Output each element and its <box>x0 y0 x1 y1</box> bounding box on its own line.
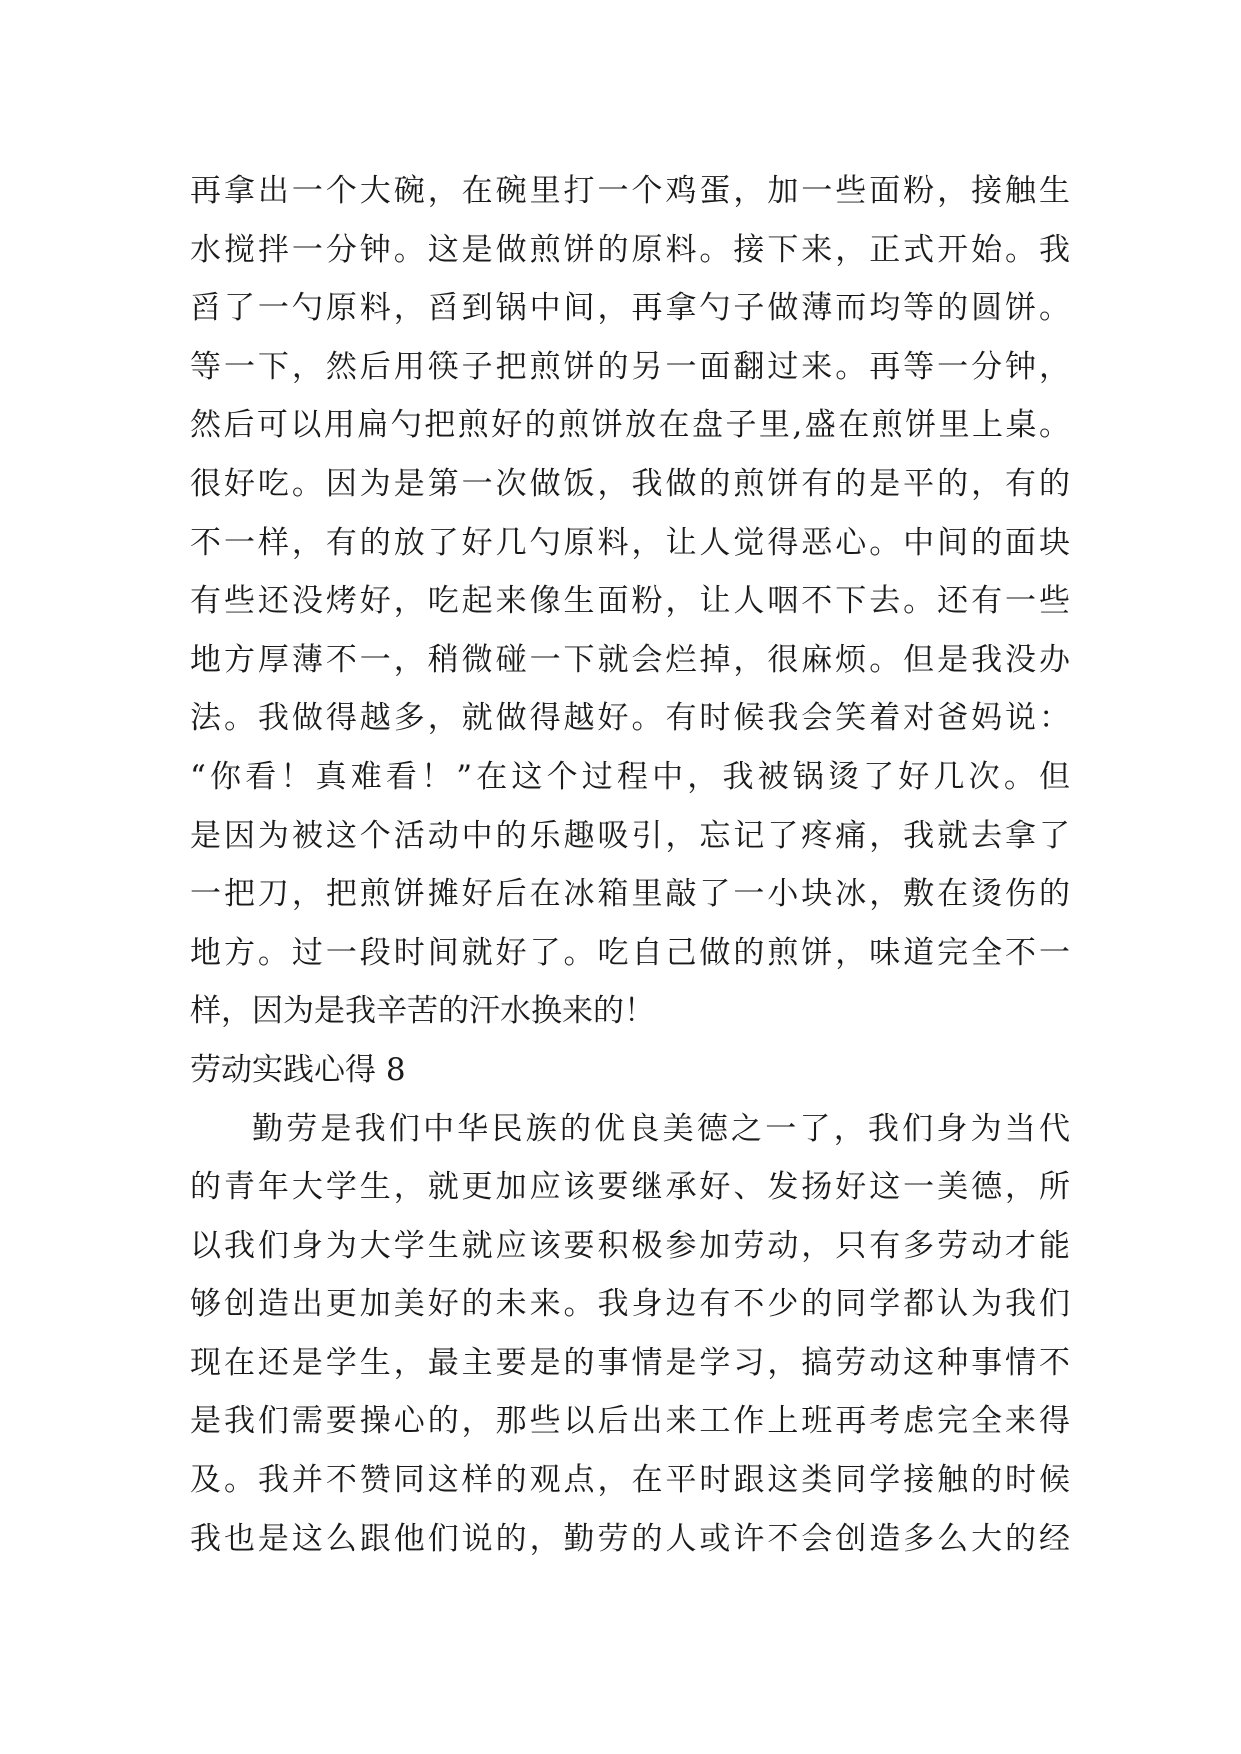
document-body <box>190 162 1070 1568</box>
text-line: 然后可以用扁勺把煎好的煎饼放在盘子里,盛在煎饼里上桌。 <box>190 407 1070 444</box>
text-line: 我也是这么跟他们说的，勤劳的人或许不会创造多么大的经 <box>190 1520 1070 1557</box>
text-line: 舀了一勺原料，舀到锅中间，再拿勺子做薄而均等的圆饼。 <box>190 290 1070 327</box>
text-line: 地方。过一段时间就好了。吃自己做的煎饼，味道完全不一 <box>190 934 1070 971</box>
text-line: 再拿出一个大碗，在碗里打一个鸡蛋，加一些面粉，接触生 <box>190 173 1070 209</box>
section-heading: 劳动实践心得 8 <box>190 1051 406 1088</box>
text-line: 水搅拌一分钟。这是做煎饼的原料。接下来，正式开始。我 <box>190 231 1070 268</box>
text-line: 有些还没烤好，吃起来像生面粉，让人咽不下去。还有一些 <box>190 583 1070 620</box>
paragraph-1 <box>190 162 1070 1041</box>
text-line: 及。我并不赞同这样的观点，在平时跟这类同学接触的时候 <box>190 1462 1070 1499</box>
text-line: 样，因为是我辛苦的汗水换来的！ <box>190 993 655 1030</box>
text-line: 等一下，然后用筷子把煎饼的另一面翻过来。再等一分钟， <box>190 348 1070 385</box>
text-line: 很好吃。因为是第一次做饭，我做的煎饼有的是平的，有的 <box>190 465 1070 502</box>
text-line: 是因为被这个活动中的乐趣吸引，忘记了疼痛，我就去拿了 <box>190 817 1070 854</box>
text-line: 够创造出更加美好的未来。我身边有不少的同学都认为我们 <box>190 1286 1070 1323</box>
text-line: 是我们需要操心的，那些以后出来工作上班再考虑完全来得 <box>190 1403 1070 1440</box>
paragraph-2 <box>190 1100 1070 1569</box>
text-line: 不一样，有的放了好几勺原料，让人觉得恶心。中间的面块 <box>190 524 1070 561</box>
text-line: 地方厚薄不一，稍微碰一下就会烂掉，很麻烦。但是我没办 <box>190 641 1070 678</box>
text-line: 现在还是学生，最主要是的事情是学习，搞劳动这种事情不 <box>190 1344 1070 1381</box>
text-line: “你看！真难看！”在这个过程中，我被锅烫了好几次。但 <box>190 758 1070 795</box>
text-line: 法。我做得越多，就做得越好。有时候我会笑着对爸妈说： <box>190 700 1070 737</box>
text-line: 的青年大学生，就更加应该要继承好、发扬好这一美德，所 <box>190 1169 1070 1206</box>
text-line: 以我们身为大学生就应该要积极参加劳动，只有多劳动才能 <box>190 1227 1070 1264</box>
text-line: 一把刀，把煎饼摊好后在冰箱里敲了一小块冰，敷在烫伤的 <box>190 876 1070 913</box>
text-line: 勤劳是我们中华民族的优良美德之一了，我们身为当代 <box>252 1110 1070 1147</box>
